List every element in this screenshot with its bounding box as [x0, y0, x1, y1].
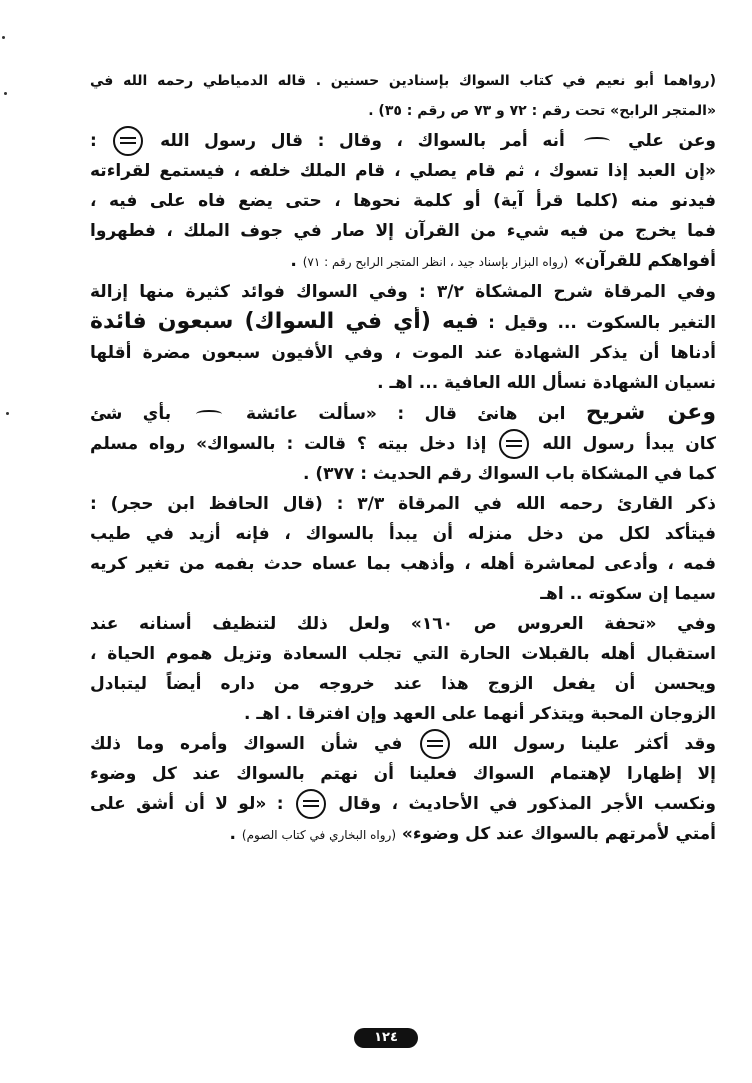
text-run: التغير بالسكوت ... وقيل : — [478, 313, 716, 333]
salallahu-alayhi-wasallam-seal — [420, 729, 450, 759]
text-line: وفي المرقاة شرح المشكاة ٣/٢ : وفي السواك فوائد كثيرة منها إزالة — [90, 282, 716, 302]
edge-mark — [6, 412, 9, 415]
salallahu-alayhi-wasallam-seal — [296, 789, 326, 819]
citation-note: (رواه البزار بإسناد جيد ، انظر المتجر الرابح رقم : ٧١) — [302, 255, 569, 269]
radiallahu-anhu-glyph — [582, 134, 612, 148]
text-line: فيدنو منه (كلما قرأ آية) أو كلمة نحوها ، حتى يضع فاه على فيه ، — [90, 191, 716, 211]
text-line: أدناها أن يذكر الشهادة عند الموت ، وفي الأفيون سبعون مضرة أقلها — [90, 343, 716, 363]
text-line: استقبال أهله بالقبلات الحارة التي تجلب السعادة وتزيل هموم الحياة ، — [90, 644, 716, 664]
text-line: ويحسن أن يفعل الزوج هذا عند خروجه من داره أيضاً ليتبادل — [90, 674, 716, 694]
salallahu-alayhi-wasallam-seal — [113, 126, 143, 156]
text-line: «المتجر الرابح» تحت رقم : ٧٢ و ٧٣ ص رقم : ٣٥) . — [368, 103, 716, 119]
text-run: في شأن السواك وأمره وما ذلك — [90, 734, 419, 754]
text-line — [90, 729, 716, 759]
text-run: كان يبدأ رسول الله — [531, 434, 716, 454]
text-run: أنه أمر بالسواك ، وقال : قال رسول الله — [145, 131, 580, 151]
text-run: أفواهكم للقرآن» — [568, 251, 716, 271]
emphasis-text: فيه (أي في السواك) سبعون فائدة — [90, 309, 479, 334]
text-line: كما في المشكاة باب السواك رقم الحديث : ٣٧٧) . — [303, 464, 716, 484]
text-line: (رواهما أبو نعيم في كتاب السواك بإسنادين حسنين . قاله الدمياطي رحمه الله في — [90, 73, 716, 89]
text-line: الزوجان المحبة ويتذكر أنهما على العهد وإن افترقا . اهـ . — [243, 704, 716, 724]
text-run: أمتي لأمرتهم بالسواك عند كل وضوء» — [396, 824, 716, 844]
text-line — [90, 307, 716, 338]
text-line — [90, 246, 716, 277]
emphasis-text: وعن شريح — [585, 400, 716, 425]
page-number: ١٢٤ — [354, 1028, 418, 1048]
text-line — [90, 789, 716, 819]
text-line: «إن العبد إذا تسوك ، ثم قام يصلي ، قام الملك خلفه ، فيستمع لقراءته — [90, 161, 716, 181]
text-run: وعن علي — [613, 131, 716, 151]
page-body — [90, 66, 716, 850]
edge-mark — [4, 92, 7, 95]
text-run: ونكسب الأجر المذكور في الأحاديث ، وقال — [327, 794, 716, 814]
text-run: ابن هانئ قال : «سألت عائشة — [225, 404, 586, 424]
text-line — [90, 429, 716, 459]
salallahu-alayhi-wasallam-seal — [499, 429, 529, 459]
text-line: ذكر القارئ رحمه الله في المرقاة ٣/٣ : (قال الحافظ ابن حجر) : — [90, 494, 716, 514]
radiallahu-anha-glyph — [194, 407, 224, 421]
text-line: سيما إن سكوته .. اهـ — [540, 584, 716, 604]
text-run: إذا دخل بيته ؟ قالت : بالسواك» رواه مسلم — [90, 434, 498, 454]
text-run: : — [90, 131, 112, 151]
citation-note: (رواه البخاري في كتاب الصوم) — [241, 828, 397, 842]
text-run: وقد أكثر علينا رسول الله — [452, 734, 716, 754]
text-run: : «لو لا أن أشق على — [90, 794, 294, 814]
text-line — [90, 819, 716, 850]
text-line: فما يخرج من فيه شيء من القرآن إلا صار في جوف الملك ، فطهروا — [90, 221, 716, 241]
edge-mark — [2, 36, 5, 39]
text-line — [90, 126, 716, 156]
text-line: إلا إظهارا لإهتمام السواك فعلينا أن نهتم بالسواك عند كل وضوء — [90, 764, 716, 784]
text-run: بأي شئ — [90, 404, 192, 424]
text-line: فمه ، وأدعى لمعاشرة أهله ، وأذهب بما عساه حدث بفمه من تغير كريه — [90, 554, 716, 574]
text-run: . — [290, 251, 303, 271]
text-line: فيتأكد لكل من دخل منزله أن يبدأ بالسواك ، فإنه أزيد في طيب — [90, 524, 716, 544]
text-line — [90, 398, 716, 429]
text-run: . — [229, 824, 242, 844]
text-line: نسيان الشهادة نسأل الله العافية ... اهـ . — [377, 373, 716, 393]
text-line: وفي «تحفة العروس ص ١٦٠» ولعل ذلك لتنظيف أسنانه عند — [90, 614, 716, 634]
